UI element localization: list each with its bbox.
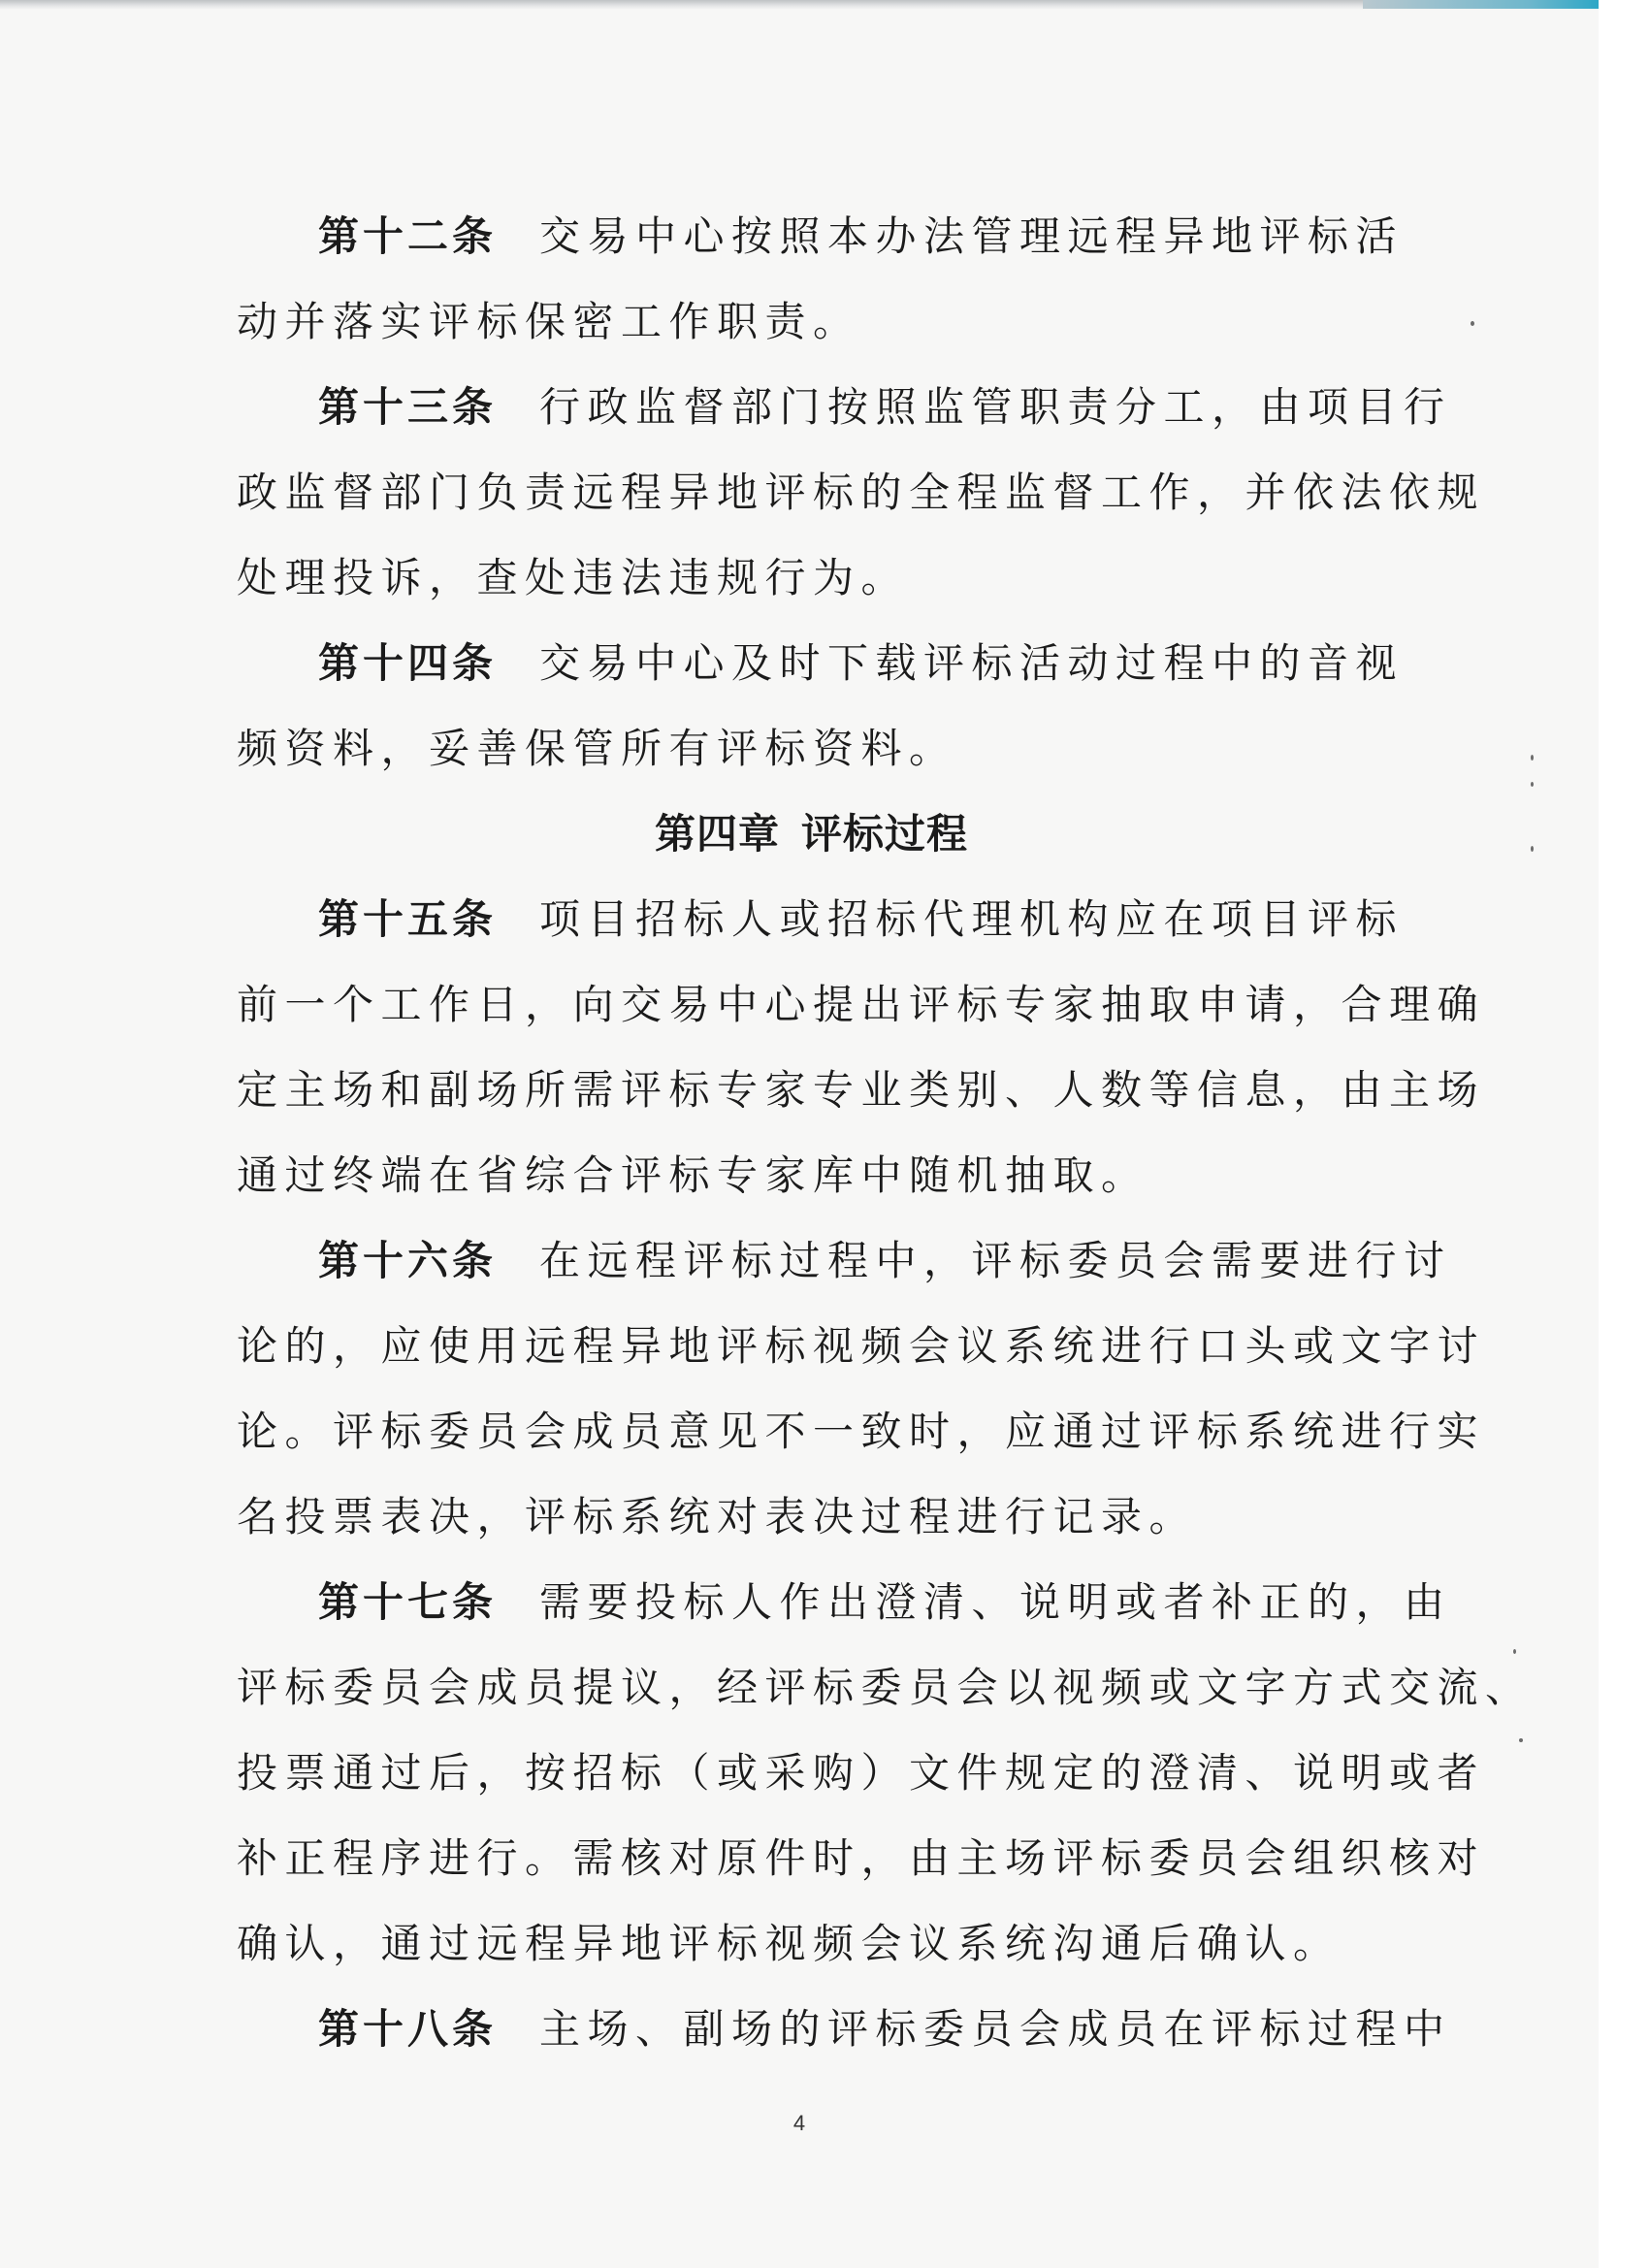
article-text: 需要投标人作出澄清、说明或者补正的，由 xyxy=(539,1578,1452,1626)
article-17-line-5: 确认，通过远程异地评标视频会议系统沟通后确认。 xyxy=(237,1920,1342,1967)
article-number: 第十四条 xyxy=(318,639,498,687)
scan-speck xyxy=(1471,321,1474,326)
article-16-line-1 xyxy=(237,1218,1452,1304)
article-15-line-2: 前一个工作日，向交易中心提出评标专家抽取申请，合理确 xyxy=(237,981,1486,1028)
article-17-line-3: 投票通过后，按招标（或采购）文件规定的澄清、说明或者 xyxy=(237,1749,1486,1797)
scan-right-margin xyxy=(1599,0,1649,2268)
article-number: 第十二条 xyxy=(318,212,498,260)
article-18-line-1 xyxy=(237,1987,1452,2072)
article-13-line-2: 政监督部门负责远程异地评标的全程监督工作，并依法依规 xyxy=(237,469,1486,516)
article-text: 交易中心按照本办法管理远程异地评标活 xyxy=(539,212,1405,260)
scan-speck xyxy=(1531,846,1534,852)
scan-speck xyxy=(1519,1738,1523,1742)
article-text: 行政监督部门按照监管职责分工，由项目行 xyxy=(539,383,1452,431)
article-17-line-2: 评标委员会成员提议，经评标委员会以视频或文字方式交流、 xyxy=(237,1664,1534,1711)
article-17-line-4: 补正程序进行。需核对原件时，由主场评标委员会组织核对 xyxy=(237,1834,1486,1882)
article-14-line-2: 频资料，妥善保管所有评标资料。 xyxy=(237,725,957,772)
scan-speck xyxy=(1513,1649,1516,1654)
article-13-line-1 xyxy=(237,365,1452,450)
scan-speck xyxy=(1531,755,1534,761)
page-number: 4 xyxy=(792,2111,806,2135)
article-16-line-2: 论的，应使用远程异地评标视频会议系统进行口头或文字讨 xyxy=(237,1322,1486,1370)
article-number: 第十五条 xyxy=(318,895,498,943)
chapter-heading xyxy=(237,792,1367,877)
article-15-line-4: 通过终端在省综合评标专家库中随机抽取。 xyxy=(237,1151,1149,1199)
article-text: 交易中心及时下载评标活动过程中的音视 xyxy=(539,639,1405,687)
article-16-line-3: 论。评标委员会成员意见不一致时，应通过评标系统进行实 xyxy=(237,1408,1486,1455)
article-15-line-1 xyxy=(237,877,1405,962)
article-number: 第十七条 xyxy=(318,1578,498,1626)
article-number: 第十六条 xyxy=(318,1237,498,1284)
chapter-title: 评标过程 xyxy=(801,810,969,858)
article-13-line-3: 处理投诉，查处违法违规行为。 xyxy=(237,554,910,601)
article-number: 第十三条 xyxy=(318,383,498,431)
scan-top-edge xyxy=(0,0,1599,10)
article-12-line-1 xyxy=(237,194,1405,279)
article-15-line-3: 定主场和副场所需评标专家专业类别、人数等信息，由主场 xyxy=(237,1066,1486,1114)
article-text: 项目招标人或招标代理机构应在项目评标 xyxy=(539,895,1405,943)
article-number: 第十八条 xyxy=(318,2005,498,2053)
article-text: 在远程评标过程中，评标委员会需要进行讨 xyxy=(539,1237,1452,1284)
article-16-line-4: 名投票表决，评标系统对表决过程进行记录。 xyxy=(237,1493,1198,1540)
article-12-line-2: 动并落实评标保密工作职责。 xyxy=(237,298,861,345)
article-17-line-1 xyxy=(237,1560,1452,1645)
scan-speck xyxy=(1531,782,1534,787)
article-text: 主场、副场的评标委员会成员在评标过程中 xyxy=(539,2005,1452,2053)
article-14-line-1 xyxy=(237,621,1405,706)
scan-top-edge-accent xyxy=(1363,0,1599,9)
chapter-number: 第四章 xyxy=(654,810,780,858)
document-body xyxy=(237,194,1534,2072)
